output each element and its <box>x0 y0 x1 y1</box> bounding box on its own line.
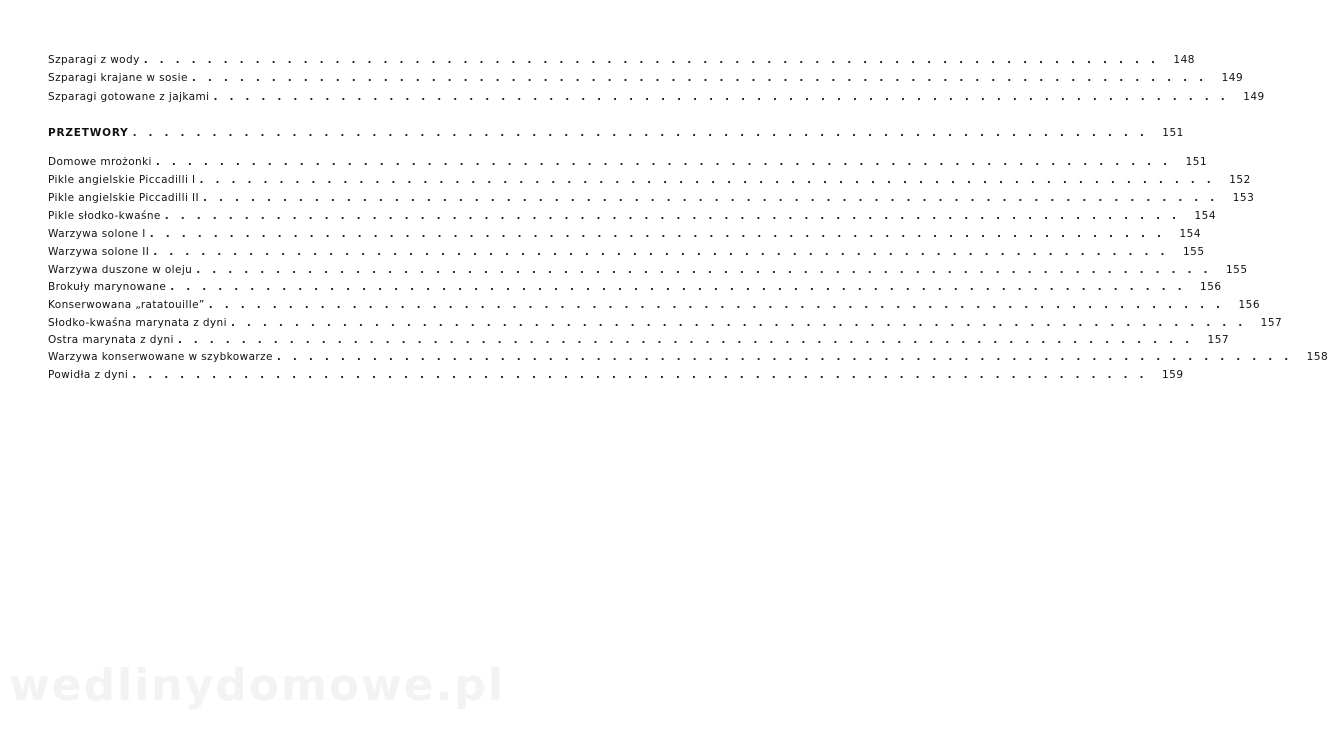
toc-entry <box>48 208 1217 224</box>
toc-entry-title: Pikle słodko-kwaśne <box>48 210 161 222</box>
toc-dot-leader: ................................................................ <box>191 72 1216 84</box>
toc-dot-leader: ................................................................ <box>177 334 1202 346</box>
toc-entry-page: 148 <box>1173 54 1195 66</box>
toc-dot-leader: ................................................................ <box>203 192 1227 204</box>
toc-entry <box>48 367 1184 383</box>
toc-dot-leader: ................................................................ <box>153 246 1177 258</box>
toc-entry <box>48 172 1251 188</box>
toc-dot-leader: ................................................................ <box>132 369 1156 381</box>
toc-dot-leader: ................................................................ <box>276 351 1301 363</box>
toc-entry <box>48 332 1230 348</box>
toc-entry-page: 156 <box>1200 281 1222 293</box>
toc-entry <box>48 244 1205 260</box>
toc-entry-title: Warzywa duszone w oleju <box>48 264 193 276</box>
toc-entry <box>48 70 1244 86</box>
toc-dot-leader: ................................................................ <box>196 264 1220 276</box>
toc-section-heading <box>48 125 1184 141</box>
toc-entry-page: 151 <box>1185 156 1208 168</box>
toc-entry-page: 158 <box>1306 351 1328 363</box>
toc-dot-leader: ................................................................ <box>230 317 1255 329</box>
toc-entry-page: 157 <box>1260 317 1283 329</box>
section-heading-page: 151 <box>1162 127 1184 139</box>
toc-entry <box>48 279 1222 295</box>
toc-entry <box>48 262 1248 278</box>
toc-entry-page: 152 <box>1229 174 1251 186</box>
toc-entry-page: 156 <box>1238 299 1261 311</box>
toc-entry <box>48 297 1261 313</box>
toc-entry-title: Konserwowana „ratatouille” <box>48 299 205 311</box>
toc-entry-page: 157 <box>1207 334 1230 346</box>
section-heading-title: PRZETWORY <box>48 127 129 139</box>
toc-entry-page: 149 <box>1221 72 1244 84</box>
toc-entry-title: Domowe mrożonki <box>48 156 152 168</box>
toc-entry <box>48 52 1195 68</box>
toc-entry <box>48 190 1255 206</box>
toc-entry <box>48 315 1283 331</box>
toc-entry-page: 149 <box>1243 91 1265 103</box>
toc-entry-title: Szparagi krajane w sosie <box>48 72 188 84</box>
toc-entry-title: Brokuły marynowane <box>48 281 167 293</box>
toc-entry-title: Szparagi z wody <box>48 54 140 66</box>
toc-entry-page: 154 <box>1179 228 1202 240</box>
toc-dot-leader: ................................................................ <box>143 54 1167 66</box>
toc-entry-title: Słodko-kwaśna marynata z dyni <box>48 317 227 329</box>
toc-dot-leader: ................................................................ <box>132 127 1156 139</box>
toc-entry-title: Szparagi gotowane z jajkami <box>48 91 210 103</box>
watermark: wedlinydomowe.pl <box>9 660 505 711</box>
toc-entry-title: Pikle angielskie Piccadilli II <box>48 192 199 204</box>
toc-dot-leader: ................................................................ <box>199 174 1223 186</box>
toc-entry <box>48 349 1328 365</box>
toc-dot-leader: ................................................................ <box>170 281 1194 293</box>
toc-entry-title: Powidła z dyni <box>48 369 129 381</box>
toc-dot-leader: ................................................................ <box>155 156 1180 168</box>
toc-entry <box>48 226 1202 242</box>
toc-entry-title: Warzywa konserwowane w szybkowarze <box>48 351 273 363</box>
toc-dot-leader: ................................................................ <box>149 228 1174 240</box>
toc-entry-page: 155 <box>1225 264 1248 276</box>
toc-entry-title: Warzywa solone II <box>48 246 150 258</box>
toc-entry-page: 153 <box>1232 192 1255 204</box>
toc-entry-page: 159 <box>1161 369 1184 381</box>
toc-entry <box>48 154 1208 170</box>
toc-entry-page: 154 <box>1194 210 1217 222</box>
toc-dot-leader: ................................................................ <box>164 210 1189 222</box>
toc-entry-title: Ostra marynata z dyni <box>48 334 174 346</box>
toc-dot-leader: ................................................................ <box>213 91 1237 103</box>
toc-entry-title: Pikle angielskie Piccadilli I <box>48 174 196 186</box>
toc-entry-page: 155 <box>1182 246 1205 258</box>
toc-entry <box>48 89 1265 105</box>
toc-entry-title: Warzywa solone I <box>48 228 146 240</box>
toc-dot-leader: ................................................................ <box>208 299 1233 311</box>
